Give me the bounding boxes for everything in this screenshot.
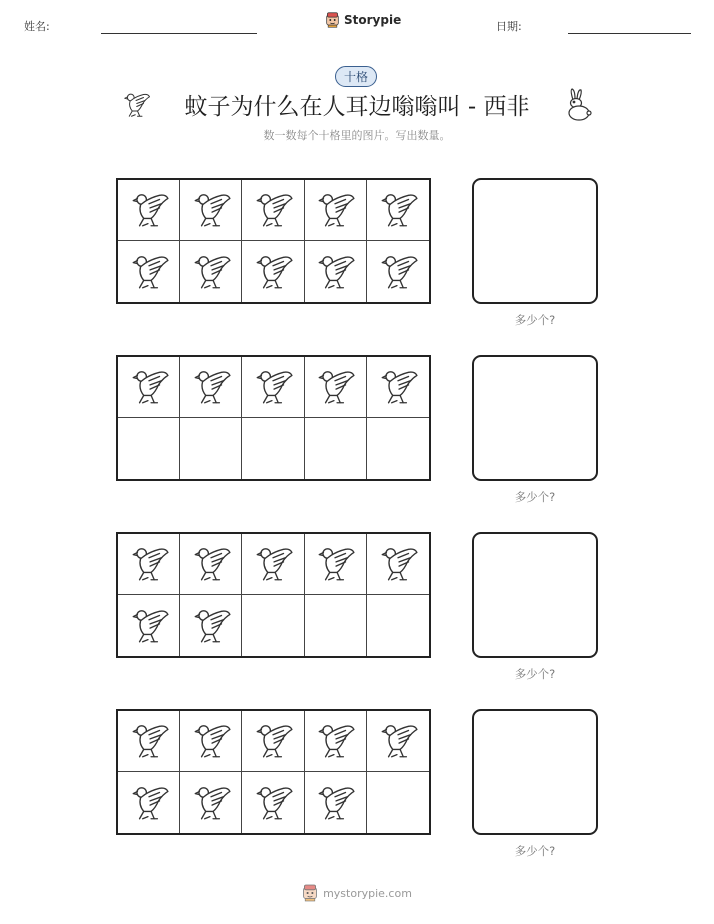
eagle-icon bbox=[190, 542, 232, 586]
ten-frame-cell bbox=[180, 711, 242, 772]
ten-frame-cell bbox=[305, 418, 367, 479]
date-label: 日期: bbox=[496, 20, 522, 33]
eagle-icon bbox=[314, 542, 356, 586]
storypie-logo-icon bbox=[302, 884, 318, 902]
ten-frame-cell bbox=[305, 357, 367, 418]
answer-box-4[interactable] bbox=[472, 709, 598, 835]
ten-frame-cell bbox=[118, 418, 180, 479]
ten-frame-cell bbox=[118, 711, 180, 772]
ten-frame-cell bbox=[305, 772, 367, 833]
ten-frame-cell bbox=[367, 595, 429, 656]
ten-frame-cell bbox=[242, 241, 304, 302]
eagle-icon bbox=[377, 188, 419, 232]
eagle-icon bbox=[190, 365, 232, 409]
answer-label-2: 多少个? bbox=[514, 490, 556, 504]
ten-frame-2 bbox=[116, 355, 431, 481]
eagle-icon bbox=[314, 365, 356, 409]
eagle-icon bbox=[377, 542, 419, 586]
rabbit-icon bbox=[563, 88, 593, 122]
answer-box-2[interactable] bbox=[472, 355, 598, 481]
ten-frame-cell bbox=[242, 711, 304, 772]
ten-frame-cell bbox=[180, 595, 242, 656]
eagle-icon bbox=[190, 781, 232, 825]
ten-frame-cell bbox=[242, 595, 304, 656]
answer-box-3[interactable] bbox=[472, 532, 598, 658]
eagle-icon bbox=[377, 719, 419, 763]
footer bbox=[0, 884, 714, 902]
ten-frame-1 bbox=[116, 178, 431, 304]
ten-frame-cell bbox=[367, 534, 429, 595]
name-field-line[interactable] bbox=[101, 33, 257, 34]
eagle-icon bbox=[128, 719, 170, 763]
eagle-icon bbox=[314, 781, 356, 825]
footer-url[interactable]: mystorypie.com bbox=[323, 886, 412, 900]
eagle-icon bbox=[314, 250, 356, 294]
ten-frame-cell bbox=[118, 595, 180, 656]
ten-frame-cell bbox=[180, 241, 242, 302]
answer-label-1: 多少个? bbox=[514, 313, 556, 327]
ten-frame-cell bbox=[367, 357, 429, 418]
ten-frame-cell bbox=[180, 772, 242, 833]
ten-frame-cell bbox=[242, 180, 304, 241]
eagle-icon bbox=[377, 250, 419, 294]
eagle-icon bbox=[252, 365, 294, 409]
eagle-icon bbox=[252, 781, 294, 825]
eagle-icon bbox=[128, 604, 170, 648]
storypie-logo-icon bbox=[325, 12, 340, 28]
ten-frame-cell bbox=[242, 772, 304, 833]
ten-frame-cell bbox=[118, 357, 180, 418]
eagle-icon bbox=[314, 188, 356, 232]
name-label: 姓名: bbox=[24, 20, 50, 33]
date-field-line[interactable] bbox=[568, 33, 691, 34]
ten-frame-cell bbox=[367, 711, 429, 772]
ten-frame-cell bbox=[242, 418, 304, 479]
ten-frame-cell bbox=[118, 241, 180, 302]
ten-frame-cell bbox=[367, 772, 429, 833]
ten-frame-3 bbox=[116, 532, 431, 658]
eagle-icon bbox=[252, 719, 294, 763]
page-title: 蚊子为什么在人耳边嗡嗡叫 - 西非 bbox=[184, 94, 530, 120]
eagle-icon bbox=[377, 365, 419, 409]
answer-label-3: 多少个? bbox=[514, 667, 556, 681]
ten-frame-cell bbox=[367, 241, 429, 302]
eagle-icon bbox=[252, 250, 294, 294]
ten-frame-cell bbox=[242, 357, 304, 418]
ten-frame-cell bbox=[118, 180, 180, 241]
answer-label-4: 多少个? bbox=[514, 844, 556, 858]
ten-frame-cell bbox=[305, 534, 367, 595]
ten-frame-badge: 十格 bbox=[335, 66, 377, 87]
eagle-icon bbox=[190, 604, 232, 648]
ten-frame-cell bbox=[305, 241, 367, 302]
eagle-icon bbox=[190, 719, 232, 763]
ten-frame-cell bbox=[118, 772, 180, 833]
brand bbox=[325, 12, 401, 28]
ten-frame-cell bbox=[242, 534, 304, 595]
ten-frame-cell bbox=[367, 180, 429, 241]
brand-name: Storypie bbox=[344, 13, 402, 27]
eagle-icon bbox=[190, 250, 232, 294]
eagle-icon bbox=[128, 365, 170, 409]
ten-frame-cell bbox=[118, 534, 180, 595]
ten-frame-cell bbox=[180, 180, 242, 241]
answer-box-1[interactable] bbox=[472, 178, 598, 304]
eagle-icon bbox=[252, 542, 294, 586]
ten-frame-cell bbox=[305, 595, 367, 656]
ten-frame-cell bbox=[180, 534, 242, 595]
instructions: 数一数每个十格里的图片。写出数量。 bbox=[263, 129, 451, 142]
eagle-icon bbox=[128, 250, 170, 294]
eagle-icon bbox=[128, 188, 170, 232]
eagle-icon bbox=[252, 188, 294, 232]
eagle-icon bbox=[128, 781, 170, 825]
eagle-icon bbox=[314, 719, 356, 763]
ten-frame-cell bbox=[180, 357, 242, 418]
ten-frame-cell bbox=[305, 711, 367, 772]
ten-frame-cell bbox=[367, 418, 429, 479]
ten-frame-cell bbox=[305, 180, 367, 241]
ten-frame-4 bbox=[116, 709, 431, 835]
eagle-icon bbox=[190, 188, 232, 232]
ten-frame-cell bbox=[180, 418, 242, 479]
eagle-icon bbox=[128, 542, 170, 586]
